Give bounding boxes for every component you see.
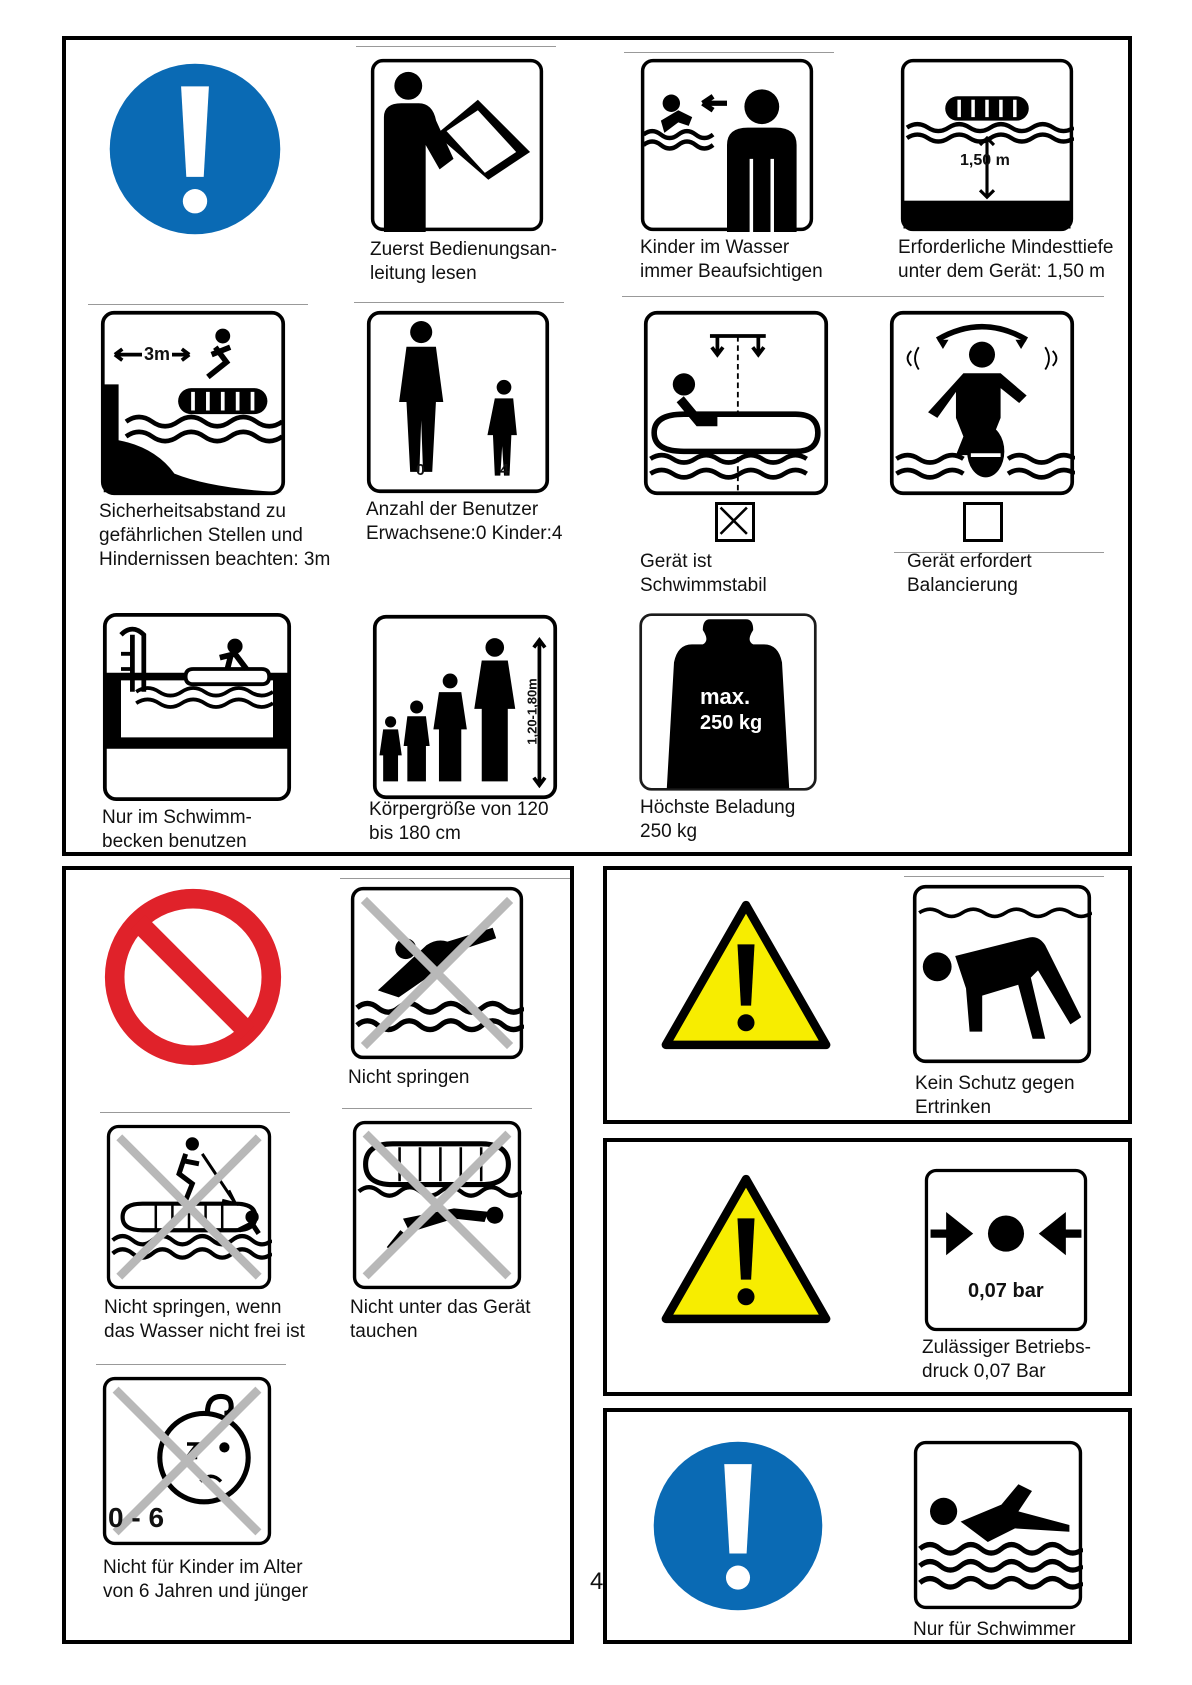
stable-caption: Gerät ist Schwimmstabil [640, 551, 767, 596]
page-number: 4 [590, 1568, 604, 1595]
mandatory-exclamation-icon [652, 1440, 824, 1612]
body-height-icon [372, 614, 558, 800]
balance-required-icon [889, 310, 1075, 496]
divider [340, 878, 570, 879]
drowning-icon [912, 884, 1092, 1064]
balance-caption: Gerät erfordert Balancierung [907, 551, 1032, 596]
divider [356, 46, 556, 47]
prohibition-sign-icon [104, 888, 282, 1066]
divider [354, 302, 564, 303]
read-manual-icon [370, 58, 544, 232]
max-load-caption: Höchste Beladung 250 kg [640, 797, 796, 842]
safety-distance-icon [98, 310, 288, 496]
body-height-caption: Körpergröße von 120 bis 180 cm [369, 799, 549, 844]
weight-label-kg: 250 kg [700, 712, 763, 734]
weight-label-max: max. [700, 684, 751, 709]
no-jump-water-not-clear-caption: Nicht springen, wenn das Wasser nicht frei ist [104, 1297, 305, 1342]
swimmers-only-caption: Nur für Schwimmer [913, 1619, 1076, 1640]
height-label: 1,20-1,80m [524, 678, 540, 745]
supervise-children-icon [640, 58, 814, 232]
divider [96, 1364, 286, 1365]
number-of-users-caption: Anzahl der Benutzer Erwachsene:0 Kinder:4 [366, 499, 563, 544]
divider [88, 304, 308, 305]
minimum-depth-icon [900, 58, 1074, 232]
pressure-label: 0,07 bar [968, 1280, 1044, 1302]
number-of-users-icon [366, 310, 550, 494]
stable-checkbox-checked[interactable] [715, 502, 755, 542]
divider [624, 52, 834, 53]
divider [622, 296, 1104, 297]
age-label: 0 - 6 [108, 1502, 165, 1533]
pool-only-caption: Nur im Schwimm- becken benutzen [102, 807, 252, 852]
warning-triangle-icon [660, 900, 832, 1050]
no-diving-icon [350, 886, 524, 1060]
no-diving-under-device-caption: Nicht unter das Gerät tauchen [350, 1297, 531, 1342]
safety-distance-caption: Sicherheitsabstand zu gefährlichen Stellen und Hindernissen beachten: 3m [99, 501, 331, 570]
no-drowning-protection-caption: Kein Schutz gegen Ertrinken [915, 1073, 1075, 1118]
pressure-icon [924, 1168, 1088, 1332]
not-for-young-children-caption: Nicht für Kinder im Alter von 6 Jahren und jünger [103, 1557, 308, 1602]
divider [894, 552, 1104, 553]
divider [342, 1108, 532, 1109]
divider [100, 1112, 290, 1113]
stable-device-icon [643, 310, 829, 496]
supervise-children-caption: Kinder im Wasser immer Beaufsichtigen [640, 237, 823, 282]
balance-checkbox-unchecked[interactable] [963, 502, 1003, 542]
adults-count: 0 [416, 462, 425, 479]
min-depth-caption: Erforderliche Mindesttiefe unter dem Gerät: 1,50 m [898, 237, 1114, 282]
min-depth-label: 1,50 m [960, 152, 1010, 169]
read-manual-caption: Zuerst Bedienungsan- leitung lesen [370, 239, 557, 284]
no-diving-under-device-icon [352, 1120, 522, 1290]
pressure-caption: Zulässiger Betriebs- druck 0,07 Bar [922, 1337, 1091, 1382]
no-jump-water-not-clear-icon [106, 1124, 272, 1290]
mandatory-exclamation-icon [108, 62, 282, 236]
safety-distance-label: 3m [144, 344, 171, 364]
pool-only-icon [102, 612, 292, 802]
warning-triangle-icon [660, 1174, 832, 1324]
not-for-young-children-icon [102, 1376, 272, 1546]
no-diving-caption: Nicht springen [348, 1067, 470, 1088]
max-load-weight-icon [638, 612, 818, 792]
children-count: 4 [500, 462, 509, 479]
swimmer-icon [913, 1440, 1083, 1610]
divider [904, 876, 1104, 877]
